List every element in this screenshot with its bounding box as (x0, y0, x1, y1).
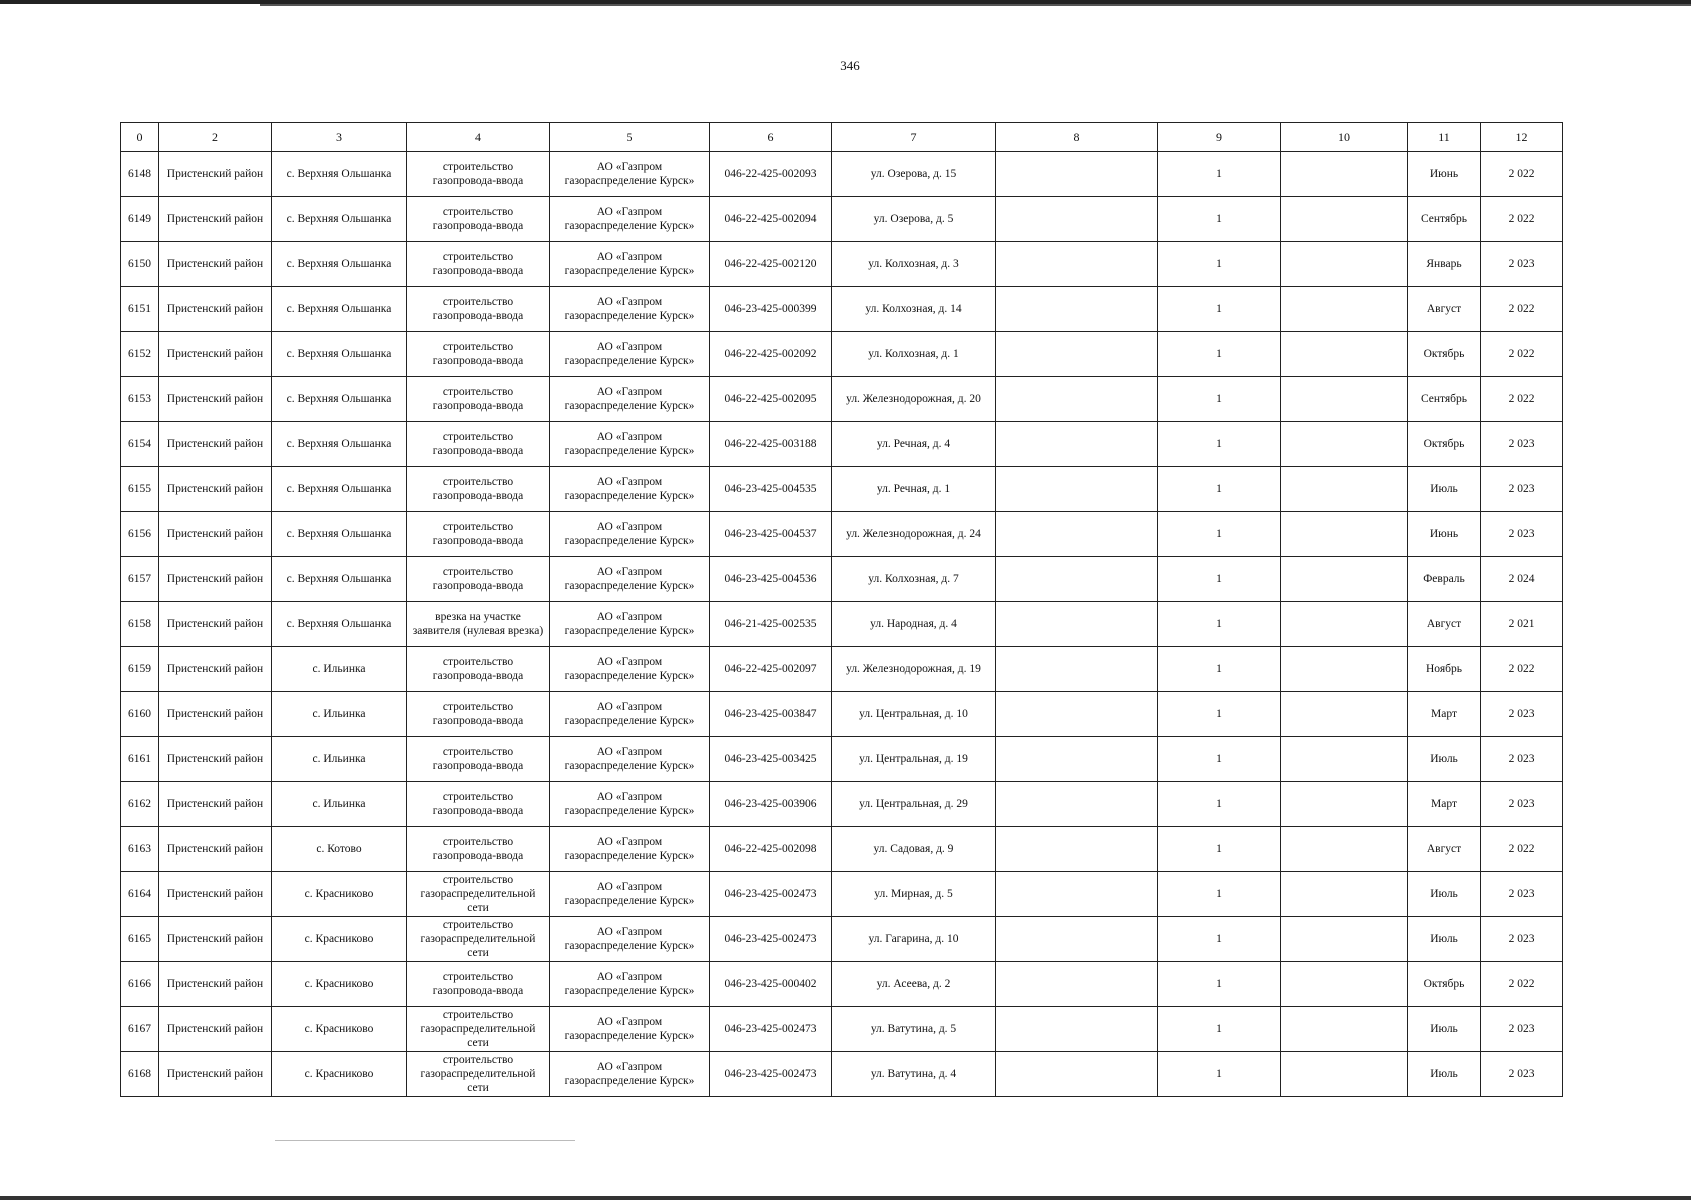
organization-cell: АО «Газпром газораспределение Курск» (550, 1052, 710, 1097)
month-cell: Февраль (1408, 557, 1481, 602)
column-8-cell (996, 152, 1158, 197)
year-cell: 2 023 (1481, 1007, 1563, 1052)
locality-cell: с. Ильинка (272, 782, 407, 827)
column-10-cell (1281, 557, 1408, 602)
quantity-cell: 1 (1158, 692, 1281, 737)
column-8-cell (996, 602, 1158, 647)
column-8-cell (996, 242, 1158, 287)
work-type-cell: строительство газопровода-ввода (407, 242, 550, 287)
table-row (121, 1007, 1563, 1052)
district-cell: Пристенский район (159, 512, 272, 557)
district-cell: Пристенский район (159, 1052, 272, 1097)
district-cell: Пристенский район (159, 872, 272, 917)
row-number: 6151 (121, 287, 159, 332)
header-cell-4: 4 (407, 123, 550, 152)
column-10-cell (1281, 962, 1408, 1007)
district-cell: Пристенский район (159, 242, 272, 287)
year-cell: 2 022 (1481, 377, 1563, 422)
table-row (121, 197, 1563, 242)
column-8-cell (996, 422, 1158, 467)
table-row (121, 422, 1563, 467)
address-cell: ул. Речная, д. 1 (832, 467, 996, 512)
address-cell: ул. Мирная, д. 5 (832, 872, 996, 917)
locality-cell: с. Котово (272, 827, 407, 872)
district-cell: Пристенский район (159, 377, 272, 422)
work-type-cell: строительство газопровода-ввода (407, 782, 550, 827)
scan-edge-bottom (0, 1196, 1691, 1200)
header-cell-6: 6 (710, 123, 832, 152)
address-cell: ул. Колхозная, д. 7 (832, 557, 996, 602)
column-10-cell (1281, 1052, 1408, 1097)
application-code-cell: 046-23-425-002473 (710, 917, 832, 962)
column-8-cell (996, 962, 1158, 1007)
year-cell: 2 023 (1481, 692, 1563, 737)
row-number: 6167 (121, 1007, 159, 1052)
quantity-cell: 1 (1158, 557, 1281, 602)
row-number: 6166 (121, 962, 159, 1007)
quantity-cell: 1 (1158, 602, 1281, 647)
year-cell: 2 022 (1481, 332, 1563, 377)
column-10-cell (1281, 737, 1408, 782)
district-cell: Пристенский район (159, 602, 272, 647)
column-10-cell (1281, 422, 1408, 467)
table-row (121, 242, 1563, 287)
row-number: 6159 (121, 647, 159, 692)
column-8-cell (996, 917, 1158, 962)
locality-cell: с. Красниково (272, 1007, 407, 1052)
address-cell: ул. Колхозная, д. 3 (832, 242, 996, 287)
table-row (121, 602, 1563, 647)
column-10-cell (1281, 152, 1408, 197)
month-cell: Август (1408, 602, 1481, 647)
organization-cell: АО «Газпром газораспределение Курск» (550, 692, 710, 737)
column-8-cell (996, 197, 1158, 242)
application-code-cell: 046-23-425-004535 (710, 467, 832, 512)
application-code-cell: 046-22-425-002092 (710, 332, 832, 377)
organization-cell: АО «Газпром газораспределение Курск» (550, 242, 710, 287)
work-type-cell: строительство газопровода-ввода (407, 647, 550, 692)
work-type-cell: строительство газопровода-ввода (407, 422, 550, 467)
quantity-cell: 1 (1158, 737, 1281, 782)
table-row (121, 1052, 1563, 1097)
application-code-cell: 046-22-425-002097 (710, 647, 832, 692)
application-code-cell: 046-23-425-004536 (710, 557, 832, 602)
work-type-cell: строительство газораспределительной сети (407, 1052, 550, 1097)
district-cell: Пристенский район (159, 197, 272, 242)
column-8-cell (996, 1052, 1158, 1097)
work-type-cell: строительство газопровода-ввода (407, 287, 550, 332)
column-10-cell (1281, 782, 1408, 827)
row-number: 6157 (121, 557, 159, 602)
address-cell: ул. Железнодорожная, д. 20 (832, 377, 996, 422)
address-cell: ул. Железнодорожная, д. 19 (832, 647, 996, 692)
application-code-cell: 046-23-425-004537 (710, 512, 832, 557)
row-number: 6161 (121, 737, 159, 782)
address-cell: ул. Асеева, д. 2 (832, 962, 996, 1007)
row-number: 6155 (121, 467, 159, 512)
table-row (121, 872, 1563, 917)
locality-cell: с. Верхняя Ольшанка (272, 557, 407, 602)
header-cell-9: 9 (1158, 123, 1281, 152)
column-8-cell (996, 332, 1158, 377)
column-10-cell (1281, 242, 1408, 287)
quantity-cell: 1 (1158, 917, 1281, 962)
work-type-cell: строительство газораспределительной сети (407, 1007, 550, 1052)
organization-cell: АО «Газпром газораспределение Курск» (550, 467, 710, 512)
work-type-cell: строительство газопровода-ввода (407, 827, 550, 872)
row-number: 6162 (121, 782, 159, 827)
year-cell: 2 022 (1481, 962, 1563, 1007)
district-cell: Пристенский район (159, 962, 272, 1007)
application-code-cell: 046-23-425-003425 (710, 737, 832, 782)
application-code-cell: 046-22-425-003188 (710, 422, 832, 467)
organization-cell: АО «Газпром газораспределение Курск» (550, 197, 710, 242)
locality-cell: с. Верхняя Ольшанка (272, 287, 407, 332)
table-row (121, 512, 1563, 557)
quantity-cell: 1 (1158, 197, 1281, 242)
organization-cell: АО «Газпром газораспределение Курск» (550, 557, 710, 602)
column-10-cell (1281, 692, 1408, 737)
address-cell: ул. Колхозная, д. 1 (832, 332, 996, 377)
row-number: 6148 (121, 152, 159, 197)
year-cell: 2 023 (1481, 872, 1563, 917)
district-cell: Пристенский район (159, 557, 272, 602)
quantity-cell: 1 (1158, 1052, 1281, 1097)
locality-cell: с. Верхняя Ольшанка (272, 422, 407, 467)
month-cell: Сентябрь (1408, 197, 1481, 242)
year-cell: 2 023 (1481, 737, 1563, 782)
scan-edge-top-shadow (260, 4, 1691, 6)
quantity-cell: 1 (1158, 242, 1281, 287)
column-10-cell (1281, 827, 1408, 872)
column-10-cell (1281, 197, 1408, 242)
quantity-cell: 1 (1158, 1007, 1281, 1052)
column-8-cell (996, 512, 1158, 557)
work-type-cell: строительство газопровода-ввода (407, 197, 550, 242)
column-10-cell (1281, 467, 1408, 512)
month-cell: Июль (1408, 1052, 1481, 1097)
column-10-cell (1281, 332, 1408, 377)
quantity-cell: 1 (1158, 647, 1281, 692)
address-cell: ул. Ватутина, д. 5 (832, 1007, 996, 1052)
row-number: 6154 (121, 422, 159, 467)
month-cell: Июль (1408, 737, 1481, 782)
organization-cell: АО «Газпром газораспределение Курск» (550, 827, 710, 872)
application-code-cell: 046-22-425-002094 (710, 197, 832, 242)
address-cell: ул. Ватутина, д. 4 (832, 1052, 996, 1097)
work-type-cell: строительство газопровода-ввода (407, 152, 550, 197)
header-cell-5: 5 (550, 123, 710, 152)
header-cell-0: 0 (121, 123, 159, 152)
month-cell: Июль (1408, 1007, 1481, 1052)
header-cell-11: 11 (1408, 123, 1481, 152)
header-cell-8: 8 (996, 123, 1158, 152)
year-cell: 2 022 (1481, 287, 1563, 332)
quantity-cell: 1 (1158, 152, 1281, 197)
organization-cell: АО «Газпром газораспределение Курск» (550, 287, 710, 332)
locality-cell: с. Ильинка (272, 737, 407, 782)
table-row (121, 827, 1563, 872)
address-cell: ул. Народная, д. 4 (832, 602, 996, 647)
application-code-cell: 046-21-425-002535 (710, 602, 832, 647)
table-row (121, 692, 1563, 737)
work-type-cell: строительство газопровода-ввода (407, 692, 550, 737)
locality-cell: с. Верхняя Ольшанка (272, 377, 407, 422)
quantity-cell: 1 (1158, 782, 1281, 827)
header-cell-3: 3 (272, 123, 407, 152)
column-10-cell (1281, 872, 1408, 917)
district-cell: Пристенский район (159, 1007, 272, 1052)
district-cell: Пристенский район (159, 647, 272, 692)
locality-cell: с. Верхняя Ольшанка (272, 602, 407, 647)
year-cell: 2 022 (1481, 197, 1563, 242)
work-type-cell: строительство газопровода-ввода (407, 737, 550, 782)
row-number: 6150 (121, 242, 159, 287)
column-8-cell (996, 782, 1158, 827)
locality-cell: с. Ильинка (272, 647, 407, 692)
address-cell: ул. Колхозная, д. 14 (832, 287, 996, 332)
quantity-cell: 1 (1158, 377, 1281, 422)
quantity-cell: 1 (1158, 467, 1281, 512)
quantity-cell: 1 (1158, 827, 1281, 872)
column-8-cell (996, 467, 1158, 512)
locality-cell: с. Красниково (272, 962, 407, 1007)
month-cell: Октябрь (1408, 962, 1481, 1007)
district-cell: Пристенский район (159, 422, 272, 467)
address-cell: ул. Гагарина, д. 10 (832, 917, 996, 962)
column-8-cell (996, 737, 1158, 782)
quantity-cell: 1 (1158, 422, 1281, 467)
application-code-cell: 046-22-425-002120 (710, 242, 832, 287)
month-cell: Июль (1408, 467, 1481, 512)
district-cell: Пристенский район (159, 827, 272, 872)
quantity-cell: 1 (1158, 512, 1281, 557)
row-number: 6160 (121, 692, 159, 737)
table-body (121, 152, 1563, 1097)
address-cell: ул. Центральная, д. 10 (832, 692, 996, 737)
quantity-cell: 1 (1158, 872, 1281, 917)
district-cell: Пристенский район (159, 692, 272, 737)
address-cell: ул. Центральная, д. 19 (832, 737, 996, 782)
locality-cell: с. Верхняя Ольшанка (272, 242, 407, 287)
column-8-cell (996, 827, 1158, 872)
row-number: 6163 (121, 827, 159, 872)
organization-cell: АО «Газпром газораспределение Курск» (550, 422, 710, 467)
column-10-cell (1281, 917, 1408, 962)
month-cell: Январь (1408, 242, 1481, 287)
year-cell: 2 024 (1481, 557, 1563, 602)
header-cell-7: 7 (832, 123, 996, 152)
address-cell: ул. Озерова, д. 15 (832, 152, 996, 197)
year-cell: 2 023 (1481, 782, 1563, 827)
quantity-cell: 1 (1158, 287, 1281, 332)
table-row (121, 647, 1563, 692)
header-cell-12: 12 (1481, 123, 1563, 152)
column-8-cell (996, 872, 1158, 917)
organization-cell: АО «Газпром газораспределение Курск» (550, 152, 710, 197)
work-type-cell: врезка на участке заявителя (нулевая врезка) (407, 602, 550, 647)
month-cell: Сентябрь (1408, 377, 1481, 422)
month-cell: Август (1408, 827, 1481, 872)
column-10-cell (1281, 1007, 1408, 1052)
organization-cell: АО «Газпром газораспределение Курск» (550, 332, 710, 377)
month-cell: Март (1408, 692, 1481, 737)
locality-cell: с. Верхняя Ольшанка (272, 197, 407, 242)
table-row (121, 917, 1563, 962)
year-cell: 2 023 (1481, 917, 1563, 962)
organization-cell: АО «Газпром газораспределение Курск» (550, 782, 710, 827)
header-row (121, 123, 1563, 152)
row-number: 6149 (121, 197, 159, 242)
organization-cell: АО «Газпром газораспределение Курск» (550, 512, 710, 557)
application-code-cell: 046-23-425-002473 (710, 1007, 832, 1052)
application-code-cell: 046-23-425-000399 (710, 287, 832, 332)
table-row (121, 782, 1563, 827)
address-cell: ул. Озерова, д. 5 (832, 197, 996, 242)
scan-artifact-line (275, 1140, 575, 1141)
table-row (121, 737, 1563, 782)
month-cell: Октябрь (1408, 332, 1481, 377)
application-code-cell: 046-23-425-000402 (710, 962, 832, 1007)
year-cell: 2 023 (1481, 512, 1563, 557)
column-10-cell (1281, 512, 1408, 557)
year-cell: 2 022 (1481, 647, 1563, 692)
work-type-cell: строительство газораспределительной сети (407, 872, 550, 917)
column-10-cell (1281, 287, 1408, 332)
year-cell: 2 023 (1481, 422, 1563, 467)
district-cell: Пристенский район (159, 467, 272, 512)
application-code-cell: 046-22-425-002095 (710, 377, 832, 422)
row-number: 6156 (121, 512, 159, 557)
table-row (121, 332, 1563, 377)
column-10-cell (1281, 602, 1408, 647)
organization-cell: АО «Газпром газораспределение Курск» (550, 377, 710, 422)
year-cell: 2 023 (1481, 1052, 1563, 1097)
locality-cell: с. Верхняя Ольшанка (272, 467, 407, 512)
month-cell: Июнь (1408, 152, 1481, 197)
header-cell-10: 10 (1281, 123, 1408, 152)
locality-cell: с. Ильинка (272, 692, 407, 737)
row-number: 6152 (121, 332, 159, 377)
quantity-cell: 1 (1158, 962, 1281, 1007)
table-row (121, 557, 1563, 602)
column-10-cell (1281, 377, 1408, 422)
table-row (121, 962, 1563, 1007)
locality-cell: с. Красниково (272, 1052, 407, 1097)
application-code-cell: 046-22-425-002093 (710, 152, 832, 197)
row-number: 6165 (121, 917, 159, 962)
column-8-cell (996, 377, 1158, 422)
year-cell: 2 023 (1481, 467, 1563, 512)
locality-cell: с. Верхняя Ольшанка (272, 332, 407, 377)
row-number: 6158 (121, 602, 159, 647)
table-row (121, 152, 1563, 197)
organization-cell: АО «Газпром газораспределение Курск» (550, 1007, 710, 1052)
year-cell: 2 021 (1481, 602, 1563, 647)
month-cell: Июнь (1408, 512, 1481, 557)
organization-cell: АО «Газпром газораспределение Курск» (550, 647, 710, 692)
district-cell: Пристенский район (159, 152, 272, 197)
header-cell-2: 2 (159, 123, 272, 152)
work-type-cell: строительство газопровода-ввода (407, 962, 550, 1007)
month-cell: Июль (1408, 917, 1481, 962)
row-number: 6164 (121, 872, 159, 917)
work-type-cell: строительство газораспределительной сети (407, 917, 550, 962)
page-number: 346 (840, 58, 860, 73)
month-cell: Август (1408, 287, 1481, 332)
organization-cell: АО «Газпром газораспределение Курск» (550, 602, 710, 647)
application-code-cell: 046-23-425-002473 (710, 1052, 832, 1097)
table-row (121, 377, 1563, 422)
row-number: 6168 (121, 1052, 159, 1097)
year-cell: 2 023 (1481, 242, 1563, 287)
quantity-cell: 1 (1158, 332, 1281, 377)
register-table (120, 122, 1563, 1097)
address-cell: ул. Железнодорожная, д. 24 (832, 512, 996, 557)
application-code-cell: 046-22-425-002098 (710, 827, 832, 872)
locality-cell: с. Верхняя Ольшанка (272, 152, 407, 197)
district-cell: Пристенский район (159, 782, 272, 827)
organization-cell: АО «Газпром газораспределение Курск» (550, 737, 710, 782)
application-code-cell: 046-23-425-003847 (710, 692, 832, 737)
work-type-cell: строительство газопровода-ввода (407, 332, 550, 377)
address-cell: ул. Садовая, д. 9 (832, 827, 996, 872)
district-cell: Пристенский район (159, 287, 272, 332)
address-cell: ул. Речная, д. 4 (832, 422, 996, 467)
column-8-cell (996, 1007, 1158, 1052)
work-type-cell: строительство газопровода-ввода (407, 467, 550, 512)
table-row (121, 287, 1563, 332)
locality-cell: с. Красниково (272, 917, 407, 962)
month-cell: Октябрь (1408, 422, 1481, 467)
column-8-cell (996, 287, 1158, 332)
year-cell: 2 022 (1481, 152, 1563, 197)
month-cell: Ноябрь (1408, 647, 1481, 692)
district-cell: Пристенский район (159, 737, 272, 782)
column-10-cell (1281, 647, 1408, 692)
application-code-cell: 046-23-425-003906 (710, 782, 832, 827)
year-cell: 2 022 (1481, 827, 1563, 872)
column-8-cell (996, 692, 1158, 737)
district-cell: Пристенский район (159, 917, 272, 962)
column-8-cell (996, 557, 1158, 602)
column-8-cell (996, 647, 1158, 692)
address-cell: ул. Центральная, д. 29 (832, 782, 996, 827)
work-type-cell: строительство газопровода-ввода (407, 557, 550, 602)
locality-cell: с. Красниково (272, 872, 407, 917)
month-cell: Июль (1408, 872, 1481, 917)
row-number: 6153 (121, 377, 159, 422)
work-type-cell: строительство газопровода-ввода (407, 377, 550, 422)
organization-cell: АО «Газпром газораспределение Курск» (550, 917, 710, 962)
work-type-cell: строительство газопровода-ввода (407, 512, 550, 557)
month-cell: Март (1408, 782, 1481, 827)
organization-cell: АО «Газпром газораспределение Курск» (550, 872, 710, 917)
table-row (121, 467, 1563, 512)
locality-cell: с. Верхняя Ольшанка (272, 512, 407, 557)
organization-cell: АО «Газпром газораспределение Курск» (550, 962, 710, 1007)
application-code-cell: 046-23-425-002473 (710, 872, 832, 917)
district-cell: Пристенский район (159, 332, 272, 377)
